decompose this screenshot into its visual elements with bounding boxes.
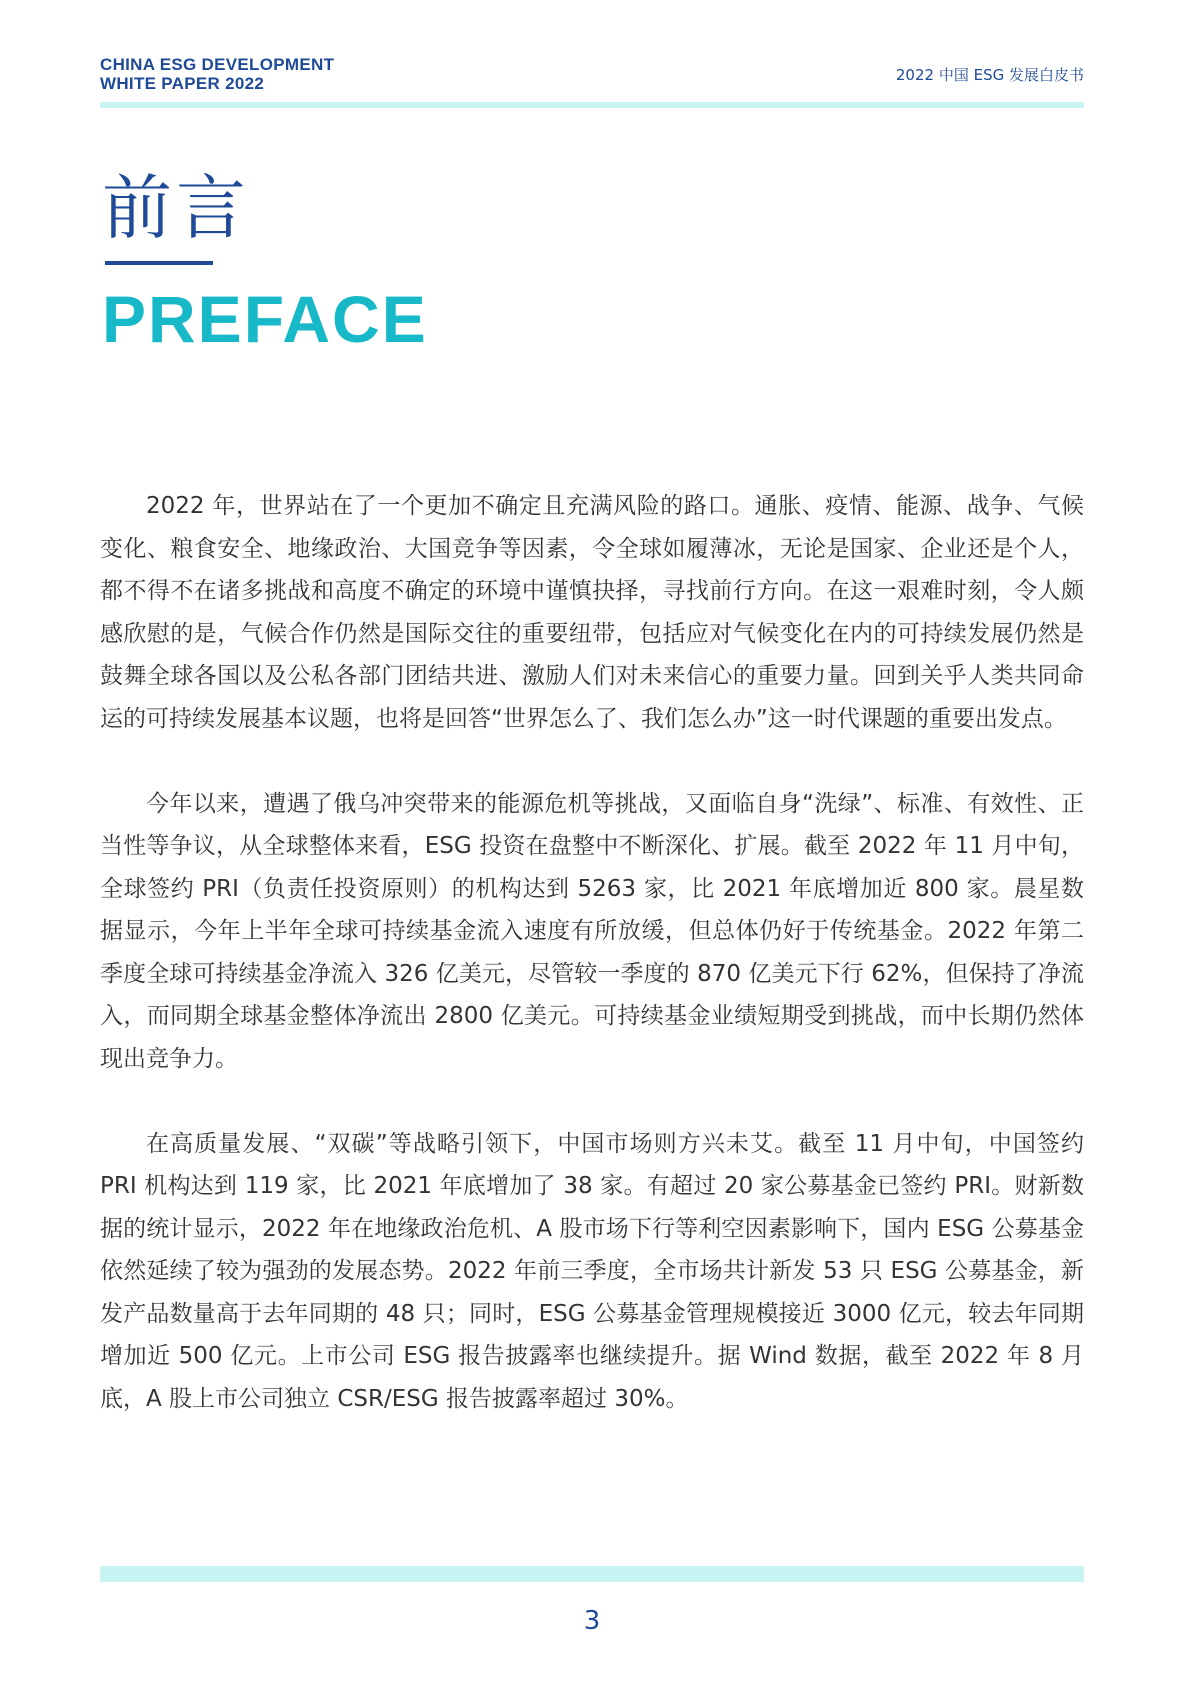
header-title-line-2: WHITE PAPER 2022 — [100, 74, 265, 93]
header-divider — [100, 102, 1084, 108]
section-title-chinese: 前言 — [102, 167, 250, 249]
paragraph-1: 2022 年，世界站在了一个更加不确定且充满风险的路口。通胀、疫情、能源、战争、气候变化、粮食安全、地缘政治、大国竞争等因素，令全球如履薄冰，无论是国家、企业还是个人，都不得不在诸多挑战和高度不确定的环境中谨慎抉择，寻找前行方向。在这一艰难时刻，令人颇感欣慰的是，气候合作仍然是国际交往的重要纽带，包括应对气候变化在内的可持续发展仍然是鼓舞全球各国以及公私各部门团结共进、激励人们对未来信心的重要力量。回到关乎人类共同命运的可持续发展基本议题，也将是回答“世界怎么了、我们怎么办”这一时代课题的重要出发点。 — [100, 493, 1084, 732]
header-publication-title — [100, 55, 334, 93]
preface-body — [100, 485, 1084, 1463]
section-title-english: PREFACE — [102, 282, 428, 356]
header-title-line-1: CHINA ESG DEVELOPMENT — [100, 55, 335, 74]
header-chinese-title: 2022 中国 ESG 发展白皮书 — [895, 66, 1084, 84]
paragraph-3: 在高质量发展、“双碳”等战略引领下，中国市场则方兴未艾。截至 11 月中旬，中国签约 PRI 机构达到 119 家，比 2021 年底增加了 38 家。有超过 20 家公募基金已签约 PRI。财新数据的统计显示，2022 年在地缘政治危机、A 股市场下行等利空因素影响下，国内 ESG 公募基金依然延续了较为强劲的发展态势。2022 年前三季度，全市场共计新发 53 只 ESG 公募基金，新发产品数量高于去年同期的 48 只；同时，ESG 公募基金管理规模接近 3000 亿元，较去年同期增加近 500 亿元。上市公司 ESG 报告披露率也继续提升。据 Wind 数据，截至 2022 年 8 月底，A 股上市公司独立 CSR/ESG 报告披露率超过 30%。 — [100, 1130, 1084, 1412]
page-number: 3 — [583, 1606, 601, 1636]
title-underline — [105, 261, 213, 265]
paragraph-2: 今年以来，遭遇了俄乌冲突带来的能源危机等挑战，又面临自身“洗绿”、标准、有效性、正当性等争议，从全球整体来看，ESG 投资在盘整中不断深化、扩展。截至 2022 年 11 月中旬，全球签约 PRI（负责任投资原则）的机构达到 5263 家，比 2021 年底增加近 800 家。晨星数据显示，今年上半年全球可持续基金流入速度有所放缓，但总体仍好于传统基金。2022 年第二季度全球可持续基金净流入 326 亿美元，尽管较一季度的 870 亿美元下行 62%，但保持了净流入，而同期全球基金整体净流出 2800 亿美元。可持续基金业绩短期受到挑战，而中长期仍然体现出竞争力。 — [100, 790, 1084, 1072]
footer-divider — [100, 1566, 1084, 1582]
